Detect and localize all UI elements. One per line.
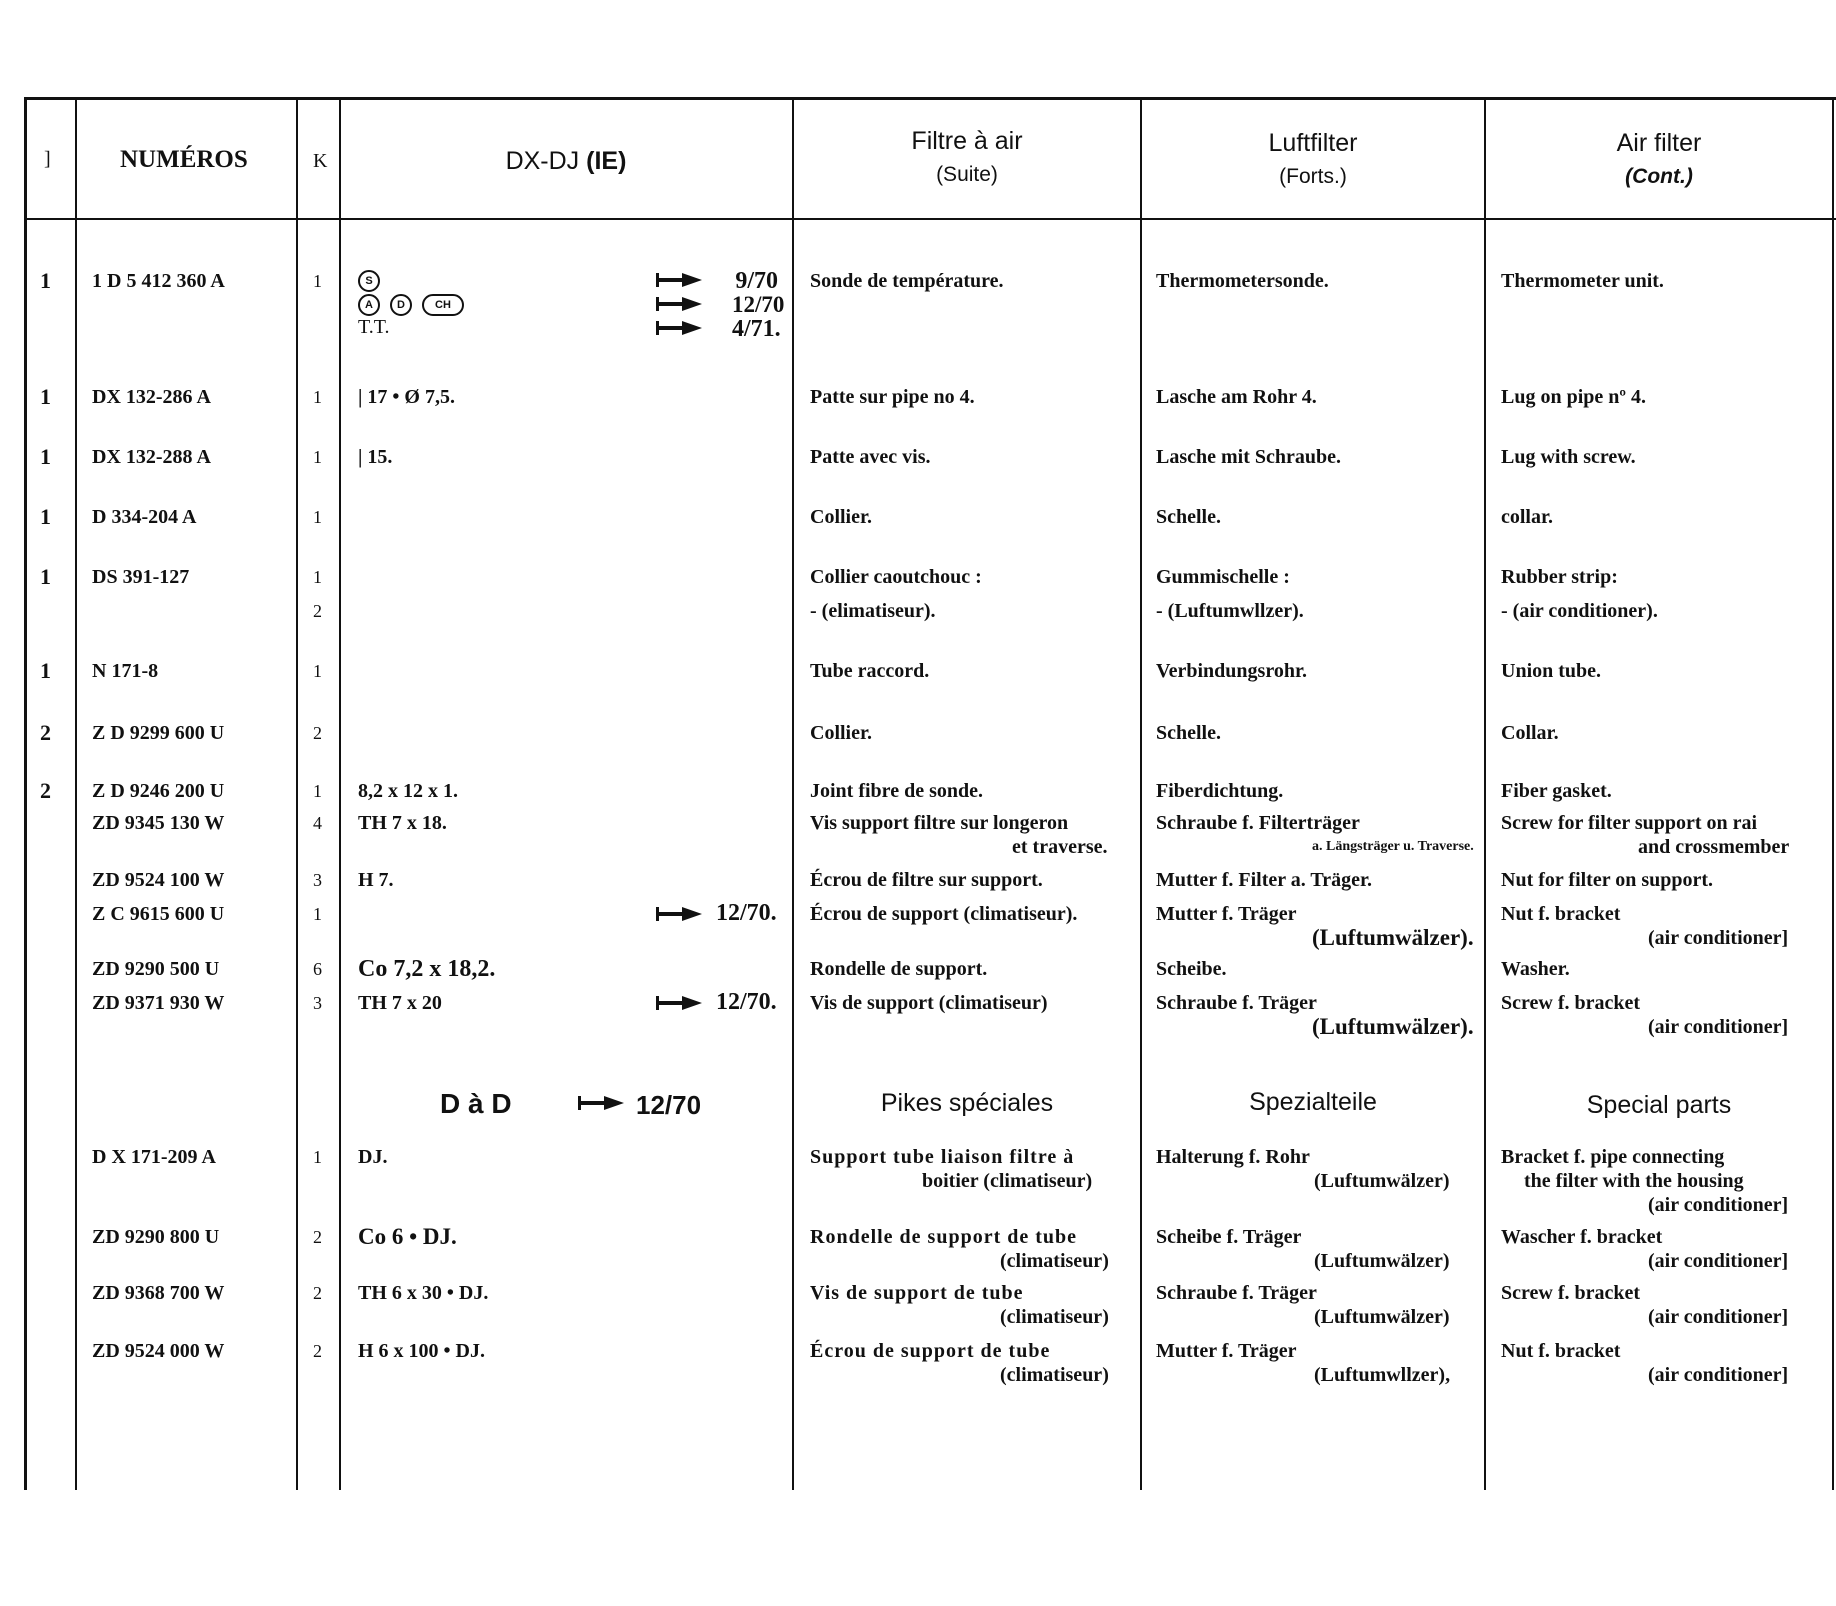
k-cell: 1 (313, 507, 322, 527)
desc-en: Nut for filter on support. (1501, 869, 1714, 891)
k-cell: 2 (313, 1283, 322, 1303)
model-suffix: (IE) (586, 147, 627, 175)
de-subtitle: (Forts.) (1279, 165, 1347, 188)
header-fr (794, 124, 1140, 192)
part-number: N 171-8 (92, 660, 159, 682)
desc-de: Schelle. (1156, 722, 1221, 744)
date-cell: 4/71. (732, 316, 781, 342)
k-cell: 2 (313, 601, 322, 621)
spec-cell: | 17 • Ø 7,5. (358, 386, 455, 408)
arrow-icon (656, 994, 704, 1012)
desc-en: - (air conditioner). (1501, 600, 1658, 622)
desc-de-cont: (Luftumwälzer) (1314, 1170, 1450, 1192)
desc-en: Wascher f. bracket (1501, 1226, 1663, 1248)
desc-de: Fiberdichtung. (1156, 780, 1284, 802)
k-cell: 3 (313, 870, 322, 890)
header-de (1142, 126, 1484, 194)
desc-en-cont: (air conditioner] (1648, 1016, 1789, 1038)
part-number: DS 391-127 (92, 566, 190, 588)
column-divider (75, 98, 77, 1490)
part-number: Z C 9615 600 U (92, 903, 225, 925)
qty-cell: 1 (40, 268, 51, 293)
en-subtitle: (Cont.) (1625, 165, 1693, 188)
desc-de-cont: (Luftumwllzer), (1314, 1364, 1451, 1386)
spec-cell: Co 7,2 x 18,2. (358, 956, 496, 982)
k-cell: 4 (313, 813, 322, 833)
part-number: ZD 9345 130 W (92, 812, 225, 834)
section-date: 12/70 (636, 1090, 702, 1120)
desc-de-cont: (Luftumwälzer) (1314, 1306, 1450, 1328)
en-title: Air filter (1616, 129, 1702, 157)
desc-de: Scheibe f. Träger (1156, 1226, 1302, 1248)
k-cell: 1 (313, 781, 322, 801)
desc-de: Schelle. (1156, 506, 1221, 528)
desc-de: Lasche mit Schraube. (1156, 446, 1341, 468)
desc-de: Mutter f. Träger (1156, 903, 1297, 925)
desc-en: Fiber gasket. (1501, 780, 1612, 802)
k-cell: 2 (313, 1341, 322, 1361)
spec-cell: TH 6 x 30 • DJ. (358, 1282, 489, 1304)
desc-en: Rubber strip: (1501, 566, 1618, 588)
qty-cell: 1 (40, 444, 51, 469)
desc-en: Lug on pipe nº 4. (1501, 386, 1646, 408)
desc-en: Nut f. bracket (1501, 1340, 1621, 1362)
desc-en: Screw f. bracket (1501, 992, 1641, 1014)
desc-en-cont2: (air conditioner] (1648, 1194, 1789, 1216)
desc-en-cont: the filter with the housing (1524, 1170, 1744, 1192)
arrow-icon (656, 271, 704, 289)
model-label: DX-DJ (505, 147, 580, 175)
desc-fr-cont: (climatiseur) (1000, 1364, 1109, 1386)
column-divider (1484, 98, 1486, 1490)
desc-de: - (Luftumwllzer). (1156, 600, 1304, 622)
spec-cell: Co 6 • DJ. (358, 1224, 457, 1249)
desc-de: Schraube f. Träger (1156, 1282, 1317, 1304)
part-number: DX 132-286 A (92, 386, 211, 408)
desc-fr-cont: (climatiseur) (1000, 1250, 1109, 1272)
desc-fr: Patte avec vis. (810, 446, 931, 468)
desc-de-cont: (Luftumwälzer) (1314, 1250, 1450, 1272)
k-cell: 2 (313, 1227, 322, 1247)
desc-de: Schraube f. Träger (1156, 992, 1317, 1014)
spec-cell: DJ. (358, 1146, 388, 1168)
desc-de-cont: (Luftumwälzer). (1312, 925, 1474, 950)
desc-fr: Collier. (810, 722, 873, 744)
desc-de: Thermometersonde. (1156, 270, 1329, 292)
date-cell: 12/70. (716, 900, 777, 926)
desc-fr-cont: et traverse. (1012, 836, 1108, 858)
arrow-icon (578, 1094, 626, 1112)
desc-en: Nut f. bracket (1501, 903, 1621, 925)
k-cell: 1 (313, 271, 322, 291)
header-en (1486, 126, 1832, 194)
de-title: Luftfilter (1268, 129, 1358, 157)
arrow-icon (656, 319, 704, 337)
part-number: Z D 9299 600 U (92, 722, 225, 744)
qty-cell: 1 (40, 384, 51, 409)
desc-en: Washer. (1501, 958, 1570, 980)
column-divider (24, 98, 27, 1490)
part-number: ZD 9290 500 U (92, 958, 220, 980)
desc-fr: Patte sur pipe no 4. (810, 386, 975, 408)
desc-de: Halterung f. Rohr (1156, 1146, 1310, 1168)
country-code-badge: CH (422, 294, 464, 316)
k-cell: 1 (313, 661, 322, 681)
section-fr: Pikes spéciales (880, 1089, 1054, 1117)
desc-de: Verbindungsrohr. (1156, 660, 1307, 682)
spec-cell: | 15. (358, 446, 393, 468)
desc-en-cont: (air conditioner] (1648, 1250, 1789, 1272)
desc-de: Mutter f. Filter a. Träger. (1156, 869, 1373, 891)
header-numeros: NUMÉROS (120, 146, 248, 173)
k-cell: 1 (313, 567, 322, 587)
part-number: D 334-204 A (92, 506, 197, 528)
spec-cell: H 7. (358, 869, 394, 891)
k-cell: 3 (313, 993, 322, 1013)
desc-fr: Vis de support de tube (810, 1282, 1024, 1304)
fr-title: Filtre à air (911, 127, 1023, 155)
column-divider (1140, 98, 1142, 1490)
fr-subtitle: (Suite) (936, 163, 998, 186)
desc-de: Mutter f. Träger (1156, 1340, 1297, 1362)
desc-fr: Rondelle de support de tube (810, 1226, 1078, 1248)
column-divider (296, 98, 298, 1490)
k-cell: 1 (313, 1147, 322, 1167)
column-divider (339, 98, 341, 1490)
part-number: ZD 9524 100 W (92, 869, 225, 891)
desc-fr: Collier. (810, 506, 873, 528)
spec-cell: T.T. (358, 316, 390, 338)
k-cell: 6 (313, 959, 322, 979)
part-number: Z D 9246 200 U (92, 780, 225, 802)
part-number: ZD 9524 000 W (92, 1340, 225, 1362)
desc-de-cont: a. Längsträger u. Traverse. (1312, 839, 1474, 854)
desc-en-cont: (air conditioner] (1648, 1364, 1789, 1386)
desc-fr: Collier caoutchouc : (810, 566, 982, 588)
qty-cell: 2 (40, 720, 51, 745)
qty-cell: 1 (40, 658, 51, 683)
part-number: D X 171-209 A (92, 1146, 216, 1168)
desc-en: Lug with screw. (1501, 446, 1636, 468)
desc-fr: Support tube liaison filtre à (810, 1146, 1075, 1168)
desc-de-cont: (Luftumwälzer). (1312, 1014, 1474, 1039)
desc-fr: Écrou de support de tube (810, 1340, 1051, 1362)
desc-en-cont: (air conditioner] (1648, 1306, 1789, 1328)
desc-fr-cont: (climatiseur) (1000, 1306, 1109, 1328)
header-model (340, 144, 792, 178)
desc-de: Scheibe. (1156, 958, 1227, 980)
qty-cell: 1 (40, 504, 51, 529)
header-col1: ] (44, 148, 51, 170)
desc-fr: Vis de support (climatiseur) (810, 992, 1048, 1014)
column-divider (1832, 98, 1834, 1490)
desc-en: Screw f. bracket (1501, 1282, 1641, 1304)
part-number: 1 D 5 412 360 A (92, 270, 225, 292)
desc-fr: - (elimatiseur). (810, 600, 936, 622)
desc-fr: Écrou de filtre sur support. (810, 869, 1043, 891)
desc-fr: Écrou de support (climatiseur). (810, 903, 1078, 925)
spec-cell: TH 7 x 20 (358, 992, 442, 1014)
arrow-icon (656, 295, 704, 313)
desc-en: Bracket f. pipe connecting (1501, 1146, 1725, 1168)
part-number: DX 132-288 A (92, 446, 211, 468)
section-label: D à D (440, 1088, 512, 1119)
k-cell: 1 (313, 904, 322, 924)
part-number: ZD 9290 800 U (92, 1226, 220, 1248)
desc-fr: Vis support filtre sur longeron (810, 812, 1069, 834)
desc-en-cont: (air conditioner] (1648, 927, 1789, 949)
k-cell: 2 (313, 723, 322, 743)
desc-en: collar. (1501, 506, 1554, 528)
desc-en: Thermometer unit. (1501, 270, 1664, 292)
desc-en: Union tube. (1501, 660, 1602, 682)
desc-de: Gummischelle : (1156, 566, 1290, 588)
country-code-badge: A (358, 294, 380, 316)
country-codes (358, 270, 474, 318)
date-cell: 12/70. (716, 989, 777, 1015)
header-k: K (313, 150, 328, 172)
desc-fr: Tube raccord. (810, 660, 930, 682)
desc-de: Schraube f. Filterträger (1156, 812, 1360, 834)
country-code-badge: D (390, 294, 412, 316)
part-number: ZD 9371 930 W (92, 992, 225, 1014)
desc-de: Lasche am Rohr 4. (1156, 386, 1317, 408)
part-number: ZD 9368 700 W (92, 1282, 225, 1304)
spec-cell: H 6 x 100 • DJ. (358, 1340, 486, 1362)
country-code-badge: S (358, 270, 380, 292)
column-divider (792, 98, 794, 1490)
desc-en: Screw for filter support on rai (1501, 812, 1758, 834)
date-cell: 9/70 (735, 268, 778, 294)
desc-en: Collar. (1501, 722, 1559, 744)
desc-fr-cont: boitier (climatiseur) (922, 1170, 1093, 1192)
section-en: Special parts (1586, 1091, 1732, 1119)
desc-en-cont: and crossmember (1638, 836, 1790, 858)
arrow-icon (656, 905, 704, 923)
date-cell: 12/70 (732, 292, 785, 317)
desc-fr: Joint fibre de sonde. (810, 780, 983, 802)
qty-cell: 1 (40, 564, 51, 589)
spec-cell: TH 7 x 18. (358, 812, 447, 834)
k-cell: 1 (313, 387, 322, 407)
desc-fr: Rondelle de support. (810, 958, 988, 980)
qty-cell: 2 (40, 778, 51, 803)
section-de: Spezialteile (1249, 1088, 1377, 1116)
desc-fr: Sonde de température. (810, 270, 1004, 292)
k-cell: 1 (313, 447, 322, 467)
spec-cell: 8,2 x 12 x 1. (358, 780, 458, 802)
